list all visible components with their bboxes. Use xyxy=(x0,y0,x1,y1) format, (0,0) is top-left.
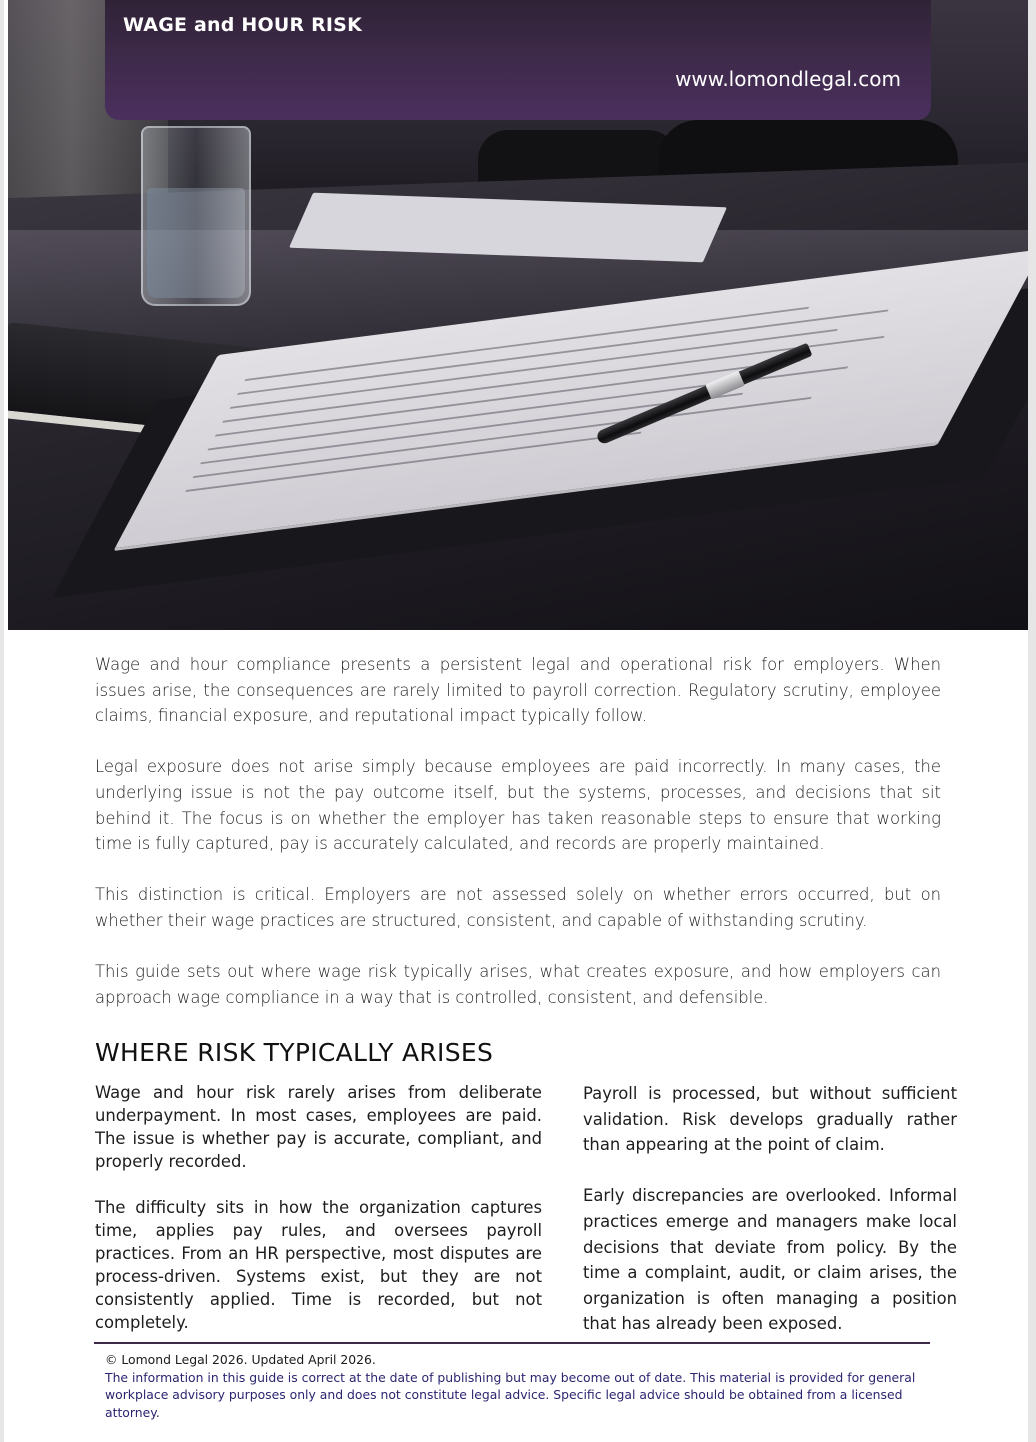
intro-paragraph: This distinction is critical. Employers are not assessed solely on whether errors occurred, but on whether their wage practices are structured, consistent, and capable of withstanding scrutiny. xyxy=(95,885,941,930)
section-heading: WHERE RISK TYPICALLY ARISES xyxy=(95,1038,494,1067)
body-paragraph: The difficulty sits in how the organization captures time, applies pay rules, and oversees payroll practices. From an HR perspective, most disputes are process-driven. Systems exist, but they are not consistently applied. Time is recorded, but not completely. xyxy=(95,1198,542,1332)
intro-paragraph: Wage and hour compliance presents a persistent legal and operational risk for employers. When issues arise, the consequences are rarely limited to payroll correction. Regulatory scrutiny, employee claims, financial exposure, and reputational impact typically follow. xyxy=(95,655,941,726)
document-title: WAGE and HOUR RISK xyxy=(123,14,362,36)
copyright-text: © Lomond Legal 2026. Updated April 2026. xyxy=(105,1352,376,1367)
disclaimer-line: The information in this guide is correct at the date of publishing but may become out of date. This material is provided for general xyxy=(105,1369,916,1385)
body-paragraph: Payroll is processed, but without sufficient validation. Risk develops gradually rather than appearing at the point of claim. xyxy=(583,1084,957,1155)
right-column xyxy=(583,1081,957,1363)
header-banner xyxy=(105,0,931,120)
footer xyxy=(105,1351,935,1421)
body-paragraph: Wage and hour risk rarely arises from deliberate underpayment. In most cases, employees are paid. The issue is whether pay is accurate, compliant, and properly recorded. xyxy=(95,1083,542,1171)
disclaimer-line: workplace advisory purposes only and does not constitute legal advice. Specific legal advice should be obtained from a licensed attorney. xyxy=(105,1387,903,1420)
website-url: www.lomondlegal.com xyxy=(675,67,901,91)
intro-paragraph: Legal exposure does not arise simply because employees are paid incorrectly. In many cases, the underlying issue is not the pay outcome itself, but the systems, processes, and decisions that sit behind it. The focus is on whether the employer has taken reasonable steps to ensure that working time is fully captured, pay is accurately calculated, and records are properly maintained. xyxy=(95,757,941,854)
water-glass-icon xyxy=(141,126,251,306)
body-paragraph: Early discrepancies are overlooked. Informal practices emerge and managers make local decisions that deviate from policy. By the time a complaint, audit, or claim arises, the organization is often managing a position that has already been exposed. xyxy=(583,1186,957,1334)
left-column xyxy=(95,1081,542,1357)
footer-divider xyxy=(94,1342,930,1344)
intro-paragraph: This guide sets out where wage risk typically arises, what creates exposure, and how employers can approach wage compliance in a way that is controlled, consistent, and defensible. xyxy=(95,962,941,1007)
intro-text xyxy=(95,652,941,1036)
